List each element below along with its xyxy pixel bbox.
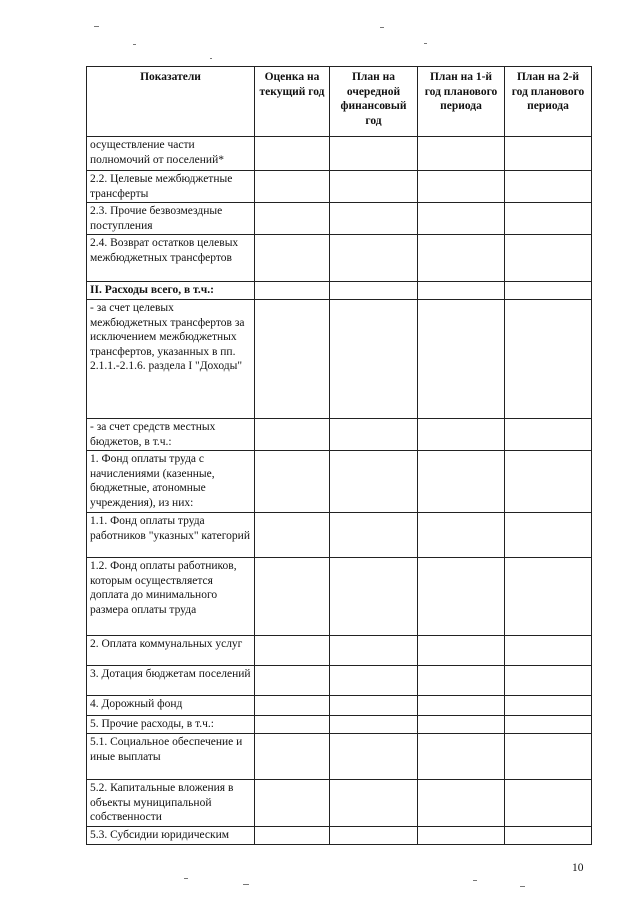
value-cell [255, 734, 330, 780]
value-cell [255, 558, 330, 636]
value-cell [330, 451, 418, 513]
row-label: 5.3. Субсидии юридическим [87, 827, 255, 845]
header-indicators: Показатели [87, 67, 255, 137]
row-label: 2.3. Прочие безвозмездные поступления [87, 203, 255, 235]
value-cell [255, 716, 330, 734]
page-number: 10 [572, 862, 584, 874]
value-cell [255, 451, 330, 513]
scan-speck [473, 880, 477, 881]
row-label: осуществление части полномочий от поселений* [87, 137, 255, 171]
row-label: II. Расходы всего, в т.ч.: [87, 282, 255, 300]
row-label: 5.2. Капитальные вложения в объекты муниципальной собственности [87, 780, 255, 827]
scan-speck [133, 44, 136, 45]
value-cell [255, 299, 330, 418]
value-cell [418, 235, 505, 282]
value-cell [330, 780, 418, 827]
scan-speck [184, 878, 188, 879]
value-cell [418, 734, 505, 780]
table-row [87, 203, 592, 235]
value-cell [505, 137, 592, 171]
row-label: 2. Оплата коммунальных услуг [87, 636, 255, 666]
value-cell [418, 171, 505, 203]
budget-table [86, 66, 592, 845]
value-cell [330, 282, 418, 300]
header-plan-year-2: План на 2-й год планового периода [505, 67, 592, 137]
value-cell [255, 636, 330, 666]
value-cell [255, 171, 330, 203]
row-label: 4. Дорожный фонд [87, 696, 255, 716]
row-label: - за счет целевых межбюджетных трансфертов за исключением межбюджетных трансфертов, указанных в пп. 2.1.1.-2.1.6. раздела I "Доходы" [87, 299, 255, 418]
table-header-row [87, 67, 592, 137]
value-cell [330, 513, 418, 558]
table-row [87, 137, 592, 171]
scan-speck [520, 886, 525, 887]
table-row [87, 827, 592, 845]
value-cell [418, 299, 505, 418]
value-cell [330, 137, 418, 171]
value-cell [505, 513, 592, 558]
row-label: 5. Прочие расходы, в т.ч.: [87, 716, 255, 734]
value-cell [330, 235, 418, 282]
value-cell [418, 513, 505, 558]
value-cell [255, 418, 330, 450]
row-label: 1. Фонд оплаты труда с начислениями (казенные, бюджетные, атономные учреждения), из них: [87, 451, 255, 513]
value-cell [255, 235, 330, 282]
value-cell [505, 235, 592, 282]
scan-speck [243, 884, 249, 885]
table-row [87, 558, 592, 636]
table-row [87, 418, 592, 450]
header-current-year-estimate: Оценка на текущий год [255, 67, 330, 137]
table-row [87, 299, 592, 418]
scan-speck [210, 58, 212, 59]
value-cell [330, 666, 418, 696]
scan-speck [380, 27, 384, 28]
value-cell [505, 299, 592, 418]
value-cell [505, 696, 592, 716]
value-cell [418, 780, 505, 827]
value-cell [505, 558, 592, 636]
value-cell [418, 451, 505, 513]
value-cell [418, 418, 505, 450]
value-cell [255, 666, 330, 696]
row-label: 5.1. Социальное обеспечение и иные выплаты [87, 734, 255, 780]
value-cell [418, 716, 505, 734]
row-label: 2.2. Целевые межбюджетные трансферты [87, 171, 255, 203]
value-cell [255, 203, 330, 235]
value-cell [330, 827, 418, 845]
value-cell [418, 203, 505, 235]
value-cell [330, 418, 418, 450]
value-cell [418, 137, 505, 171]
value-cell [255, 696, 330, 716]
table-row [87, 235, 592, 282]
value-cell [505, 636, 592, 666]
header-next-fiscal-year-plan: План на очередной финансовый год [330, 67, 418, 137]
value-cell [330, 558, 418, 636]
value-cell [255, 513, 330, 558]
value-cell [330, 734, 418, 780]
table-row [87, 780, 592, 827]
value-cell [418, 827, 505, 845]
value-cell [505, 418, 592, 450]
value-cell [418, 636, 505, 666]
value-cell [505, 451, 592, 513]
row-label: 1.2. Фонд оплаты работников, которым осуществляется доплата до минимального размера оплаты труда [87, 558, 255, 636]
value-cell [255, 137, 330, 171]
value-cell [330, 636, 418, 666]
value-cell [505, 171, 592, 203]
value-cell [505, 780, 592, 827]
value-cell [418, 696, 505, 716]
value-cell [330, 171, 418, 203]
value-cell [505, 282, 592, 300]
table-row [87, 734, 592, 780]
value-cell [255, 780, 330, 827]
value-cell [255, 827, 330, 845]
row-label: 1.1. Фонд оплаты труда работников "указных" категорий [87, 513, 255, 558]
scan-speck [94, 26, 99, 27]
header-plan-year-1: План на 1-й год планового периода [418, 67, 505, 137]
table-row [87, 451, 592, 513]
value-cell [330, 696, 418, 716]
table-row [87, 282, 592, 300]
value-cell [505, 203, 592, 235]
table-row [87, 636, 592, 666]
table-row [87, 171, 592, 203]
value-cell [505, 716, 592, 734]
value-cell [418, 666, 505, 696]
row-label: 2.4. Возврат остатков целевых межбюджетных трансфертов [87, 235, 255, 282]
value-cell [418, 282, 505, 300]
table-row [87, 696, 592, 716]
scan-speck [424, 43, 427, 44]
value-cell [505, 734, 592, 780]
table-row [87, 716, 592, 734]
value-cell [330, 299, 418, 418]
value-cell [505, 666, 592, 696]
value-cell [255, 282, 330, 300]
table-row [87, 513, 592, 558]
value-cell [330, 203, 418, 235]
row-label: 3. Дотация бюджетам поселений [87, 666, 255, 696]
value-cell [330, 716, 418, 734]
table-row [87, 666, 592, 696]
value-cell [505, 827, 592, 845]
row-label: - за счет средств местных бюджетов, в т.ч.: [87, 418, 255, 450]
value-cell [418, 558, 505, 636]
